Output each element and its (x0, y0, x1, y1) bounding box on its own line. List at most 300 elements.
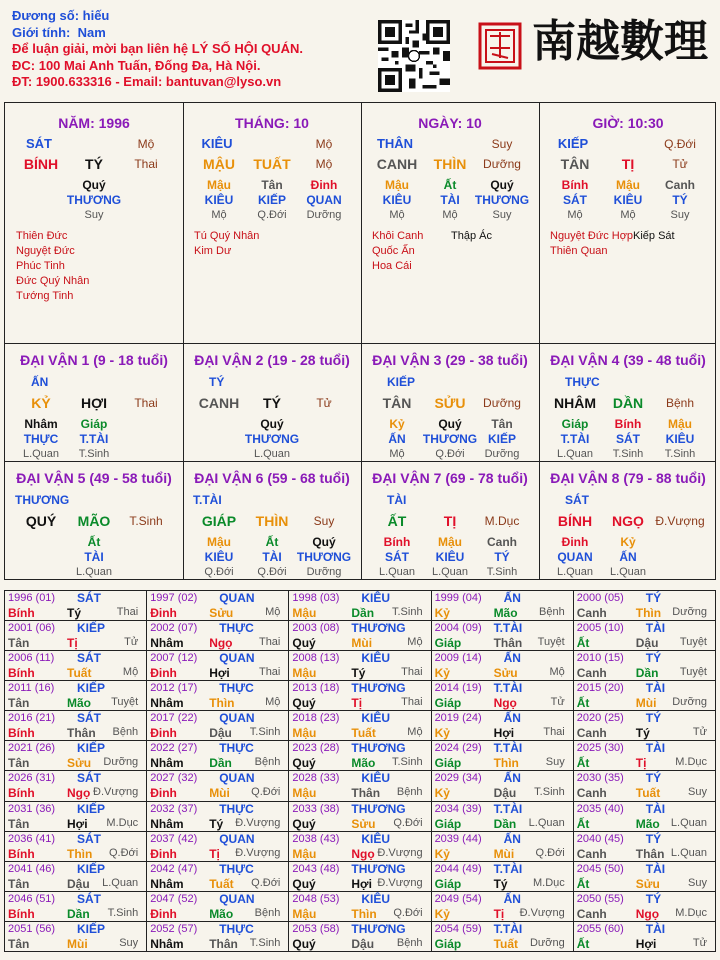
pillar-stem: BÍNH (23, 156, 59, 172)
year-label: 1999 (04) (434, 592, 482, 604)
year-label: 2030 (35) (576, 772, 624, 785)
hidden-stem: Quý (438, 417, 462, 431)
seal-icon (478, 8, 710, 74)
year-ten-god: THỰC (219, 621, 254, 636)
dai-van-branch: TÝ (263, 395, 281, 411)
pillar-heading: NĂM: 1996 (58, 115, 130, 131)
year-stem: Tân (8, 816, 30, 831)
year-label: 2054 (59) (434, 922, 482, 935)
year-cell-content (432, 591, 573, 620)
year-stem: Bính (8, 606, 35, 620)
year-ten-god: TÝ (645, 771, 662, 786)
year-stem: Giáp (434, 636, 462, 651)
year-cell (431, 741, 573, 771)
year-cell-content (5, 832, 146, 861)
year-cell-content (289, 862, 430, 891)
year-ten-god: SÁT (77, 651, 101, 666)
year-life-stage: Bệnh (396, 936, 423, 949)
year-cell-content (574, 651, 715, 680)
year-cell-content (289, 802, 430, 831)
year-life-stage: Suy (688, 876, 707, 889)
hidden-stem: Quý (490, 178, 514, 192)
year-cell (5, 891, 147, 921)
year-ten-god: QUAN (219, 711, 255, 726)
year-label: 2006 (11) (8, 652, 55, 665)
year-branch: Tị (67, 636, 78, 651)
year-label: 2018 (23) (292, 712, 340, 725)
star-item: Thiên Đức (16, 230, 68, 242)
year-branch: Ngọ (67, 786, 91, 801)
year-cell (573, 711, 715, 741)
hidden-life-stage: Q.Đới (435, 448, 465, 460)
hidden-ten-god: TÝ (672, 193, 688, 207)
year-cell-content (574, 621, 715, 650)
hidden-stem: Ất (443, 178, 457, 192)
hidden-life-stage: Mộ (389, 448, 405, 460)
year-branch: Dần (635, 666, 659, 681)
year-cell-content (5, 771, 146, 800)
hidden-life-stage: Q.Đới (257, 209, 287, 221)
hidden-ten-god: THƯƠNG (422, 432, 478, 446)
year-ten-god: KIẾP (77, 921, 106, 936)
year-branch: Mão (67, 696, 91, 711)
year-branch: Tý (635, 726, 650, 741)
year-branch: Dậu (493, 786, 517, 801)
year-cell (5, 771, 147, 801)
year-ten-god: KIÊU (361, 651, 391, 666)
year-label: 2032 (37) (150, 802, 198, 815)
year-life-stage: L.Quan (670, 846, 707, 859)
year-stem: Mậu (292, 786, 317, 801)
grid-line-vertical (183, 103, 184, 579)
year-ten-god: KIÊU (361, 591, 391, 605)
year-life-stage: T.Sinh (391, 756, 423, 769)
star-item-bad: Thập Ác (451, 230, 492, 242)
hidden-ten-god: THỰC (23, 432, 59, 446)
year-label: 2044 (49) (434, 862, 482, 875)
year-row (5, 861, 716, 891)
hidden-stem: Kỷ (620, 535, 636, 549)
year-life-stage: Mộ (265, 606, 281, 618)
pillar-branch-life: Tử (672, 157, 688, 171)
year-label: 2010 (15) (576, 652, 624, 665)
hidden-life-stage: L.Quan (378, 566, 416, 578)
year-life-stage: Mộ (407, 726, 423, 739)
year-label: 2031 (36) (8, 802, 56, 815)
year-life-stage: Q.Đới (535, 846, 565, 859)
dai-van-ten-god: T.TÀI (193, 493, 222, 507)
phone-email: ĐT: 1900.633316 - Email: bantuvan@lyso.vn (12, 74, 282, 89)
year-cell (573, 681, 715, 711)
year-life-stage: Thai (258, 666, 281, 679)
year-label: 2001 (06) (8, 622, 56, 635)
year-stem: Ất (576, 756, 590, 771)
hidden-life-stage: L.Quan (556, 448, 594, 460)
year-stem: Đinh (150, 906, 177, 921)
year-branch: Hợi (351, 876, 372, 891)
hidden-ten-god: KIÊU (665, 432, 695, 446)
year-stem: Canh (576, 666, 607, 681)
hidden-life-stage: Q.Đới (204, 566, 234, 578)
year-ten-god: T.TÀI (493, 621, 523, 636)
year-cell (573, 801, 715, 831)
year-branch: Tị (351, 696, 363, 711)
year-label: 2026 (31) (8, 772, 56, 785)
year-life-stage: M.Dục (532, 876, 565, 889)
dai-van-ten-god: KIẾP (387, 375, 416, 389)
year-cell-content (574, 741, 715, 770)
year-stem: Giáp (434, 696, 462, 711)
year-cell (573, 861, 715, 891)
year-cell (147, 621, 289, 651)
year-label: 1998 (03) (292, 592, 340, 604)
dai-van-heading: ĐẠI VẬN 2 (19 - 28 tuổi) (194, 352, 350, 368)
year-cell-content (147, 802, 288, 831)
year-stem: Quý (292, 876, 316, 891)
year-label: 2021 (26) (8, 742, 56, 755)
year-cell (573, 591, 715, 621)
hidden-stem: Kỷ (389, 417, 405, 431)
pillar-ten-god: KIÊU (201, 136, 233, 151)
year-cell (147, 801, 289, 831)
year-stem: Kỷ (434, 726, 450, 741)
year-cell (5, 591, 147, 621)
hidden-life-stage: T.Sinh (612, 448, 644, 460)
year-branch: Hợi (635, 936, 657, 951)
year-branch: Dậu (67, 876, 90, 891)
year-label: 2004 (09) (434, 622, 482, 635)
year-ten-god: KIÊU (361, 831, 391, 846)
year-cell-content (574, 892, 715, 921)
year-stem: Tân (8, 696, 30, 711)
dai-van-heading: ĐẠI VẬN 8 (79 - 88 tuổi) (550, 470, 706, 486)
year-label: 2013 (18) (292, 682, 340, 695)
year-stem: Canh (576, 726, 607, 741)
year-cell (147, 591, 289, 621)
year-ten-god: T.TÀI (493, 741, 523, 756)
year-branch: Thân (67, 726, 96, 741)
year-life-stage: Dưỡng (672, 606, 707, 618)
year-ten-god: KIẾP (77, 621, 106, 636)
year-stem: Quý (292, 696, 316, 711)
qr-code-icon (378, 20, 450, 92)
year-branch: Hợi (67, 816, 88, 831)
year-branch: Tị (209, 846, 220, 861)
year-cell (289, 651, 431, 681)
year-cell-content (432, 862, 573, 891)
hidden-ten-god: TÀI (84, 550, 104, 564)
year-ten-god: KIÊU (361, 771, 391, 786)
year-cell-content (5, 892, 146, 921)
year-ten-god: ẤN (503, 771, 521, 786)
year-branch: Dần (493, 816, 517, 831)
year-cell (573, 891, 715, 921)
year-cell (573, 621, 715, 651)
year-label: 2016 (21) (8, 712, 56, 725)
pillar-stem: TÂN (560, 156, 590, 172)
year-cell-content (432, 922, 573, 951)
year-stem: Canh (576, 906, 607, 921)
dai-van-branch: HỢI (81, 395, 107, 411)
star-item: Kim Dư (194, 245, 232, 257)
year-cell-content (432, 651, 573, 680)
year-stem: Đinh (150, 786, 177, 801)
year-label: 2014 (19) (434, 682, 482, 695)
year-row (5, 801, 716, 831)
year-cell (147, 861, 289, 891)
hidden-life-stage: Suy (492, 209, 512, 221)
year-branch: Tị (635, 756, 647, 771)
year-ten-god: TÝ (645, 711, 662, 726)
year-branch: Ngọ (351, 846, 375, 861)
dai-van-ten-god: ẤN (31, 375, 49, 389)
year-branch: Hợi (493, 726, 515, 741)
dai-van-stem: QUÝ (25, 513, 57, 529)
year-life-stage: Tử (124, 636, 139, 649)
year-life-stage: Mộ (265, 696, 281, 709)
year-label: 2047 (52) (150, 892, 198, 905)
year-label: 2055 (60) (576, 922, 624, 935)
dai-van-life-stage: Đ.Vượng (655, 514, 705, 528)
year-cell-content (147, 651, 288, 680)
hidden-life-stage: L.Quan (431, 566, 469, 578)
year-label: 2050 (55) (576, 892, 624, 905)
yearly-luck-table (4, 590, 716, 952)
pillar-branch: THÌN (433, 156, 467, 172)
year-cell-content (432, 681, 573, 710)
hidden-stem: Mậu (207, 535, 231, 549)
year-cell-content (289, 621, 430, 650)
year-branch: Dậu (351, 936, 375, 951)
hidden-stem: Bính (561, 178, 589, 192)
dai-van-ten-god: THỰC (565, 375, 600, 389)
year-cell (147, 741, 289, 771)
year-stem: Canh (576, 606, 607, 620)
year-branch: Sửu (67, 756, 92, 771)
year-row (5, 891, 716, 921)
hidden-stem: Quý (260, 417, 284, 431)
year-life-stage: Suy (545, 756, 565, 769)
year-stem: Bính (8, 906, 35, 921)
year-cell (289, 591, 431, 621)
year-branch: Dậu (209, 726, 232, 741)
year-stem: Tân (8, 636, 30, 651)
year-stem: Giáp (434, 756, 462, 771)
year-row (5, 771, 716, 801)
year-cell-content (289, 922, 430, 951)
year-cell-content (147, 862, 288, 891)
year-ten-god: TÀI (645, 621, 666, 636)
year-label: 2048 (53) (292, 892, 340, 905)
year-cell (289, 891, 431, 921)
year-cell (5, 621, 147, 651)
dai-van-life-stage: Thai (134, 396, 158, 410)
year-life-stage: Đ.Vượng (519, 906, 565, 919)
year-stem: Nhâm (150, 696, 184, 711)
year-branch: Sửu (351, 816, 376, 831)
year-ten-god: THƯƠNG (351, 681, 406, 696)
year-ten-god: SÁT (77, 711, 101, 726)
year-cell (147, 921, 289, 951)
year-life-stage: L.Quan (528, 816, 565, 829)
year-cell (147, 711, 289, 741)
dai-van-heading: ĐẠI VẬN 6 (59 - 68 tuổi) (194, 470, 350, 486)
year-label: 2011 (16) (8, 682, 55, 695)
grid-line-horizontal (5, 461, 715, 462)
year-stem: Mậu (292, 846, 317, 861)
hidden-ten-god: KIÊU (382, 193, 412, 207)
year-cell (289, 681, 431, 711)
hidden-ten-god: TÀI (440, 193, 460, 207)
dai-van-life-stage: Bệnh (665, 396, 695, 410)
star-item: Phúc Tinh (16, 260, 65, 272)
year-stem: Nhâm (150, 876, 184, 891)
year-cell-content (432, 802, 573, 831)
year-branch: Tuất (351, 726, 376, 741)
year-label: 2020 (25) (576, 712, 624, 725)
hidden-stem: Đinh (310, 178, 338, 192)
dai-van-heading: ĐẠI VẬN 4 (39 - 48 tuổi) (550, 352, 706, 368)
year-row (5, 591, 716, 621)
year-branch: Mùi (67, 936, 88, 951)
year-branch: Thìn (209, 696, 235, 711)
dai-van-ten-god: SÁT (565, 493, 589, 507)
pillar-life-stage: Suy (491, 137, 513, 151)
year-branch: Tý (493, 876, 508, 891)
year-row (5, 711, 716, 741)
year-ten-god: THỰC (219, 681, 254, 696)
hidden-stem: Mậu (438, 535, 462, 549)
year-label: 2043 (48) (292, 862, 340, 875)
year-branch: Sửu (493, 666, 518, 681)
dai-van-heading: ĐẠI VẬN 1 (9 - 18 tuổi) (20, 352, 168, 368)
hidden-life-stage: Suy (84, 209, 104, 221)
hidden-ten-god: KIÊU (613, 193, 643, 207)
hidden-stem: Mậu (616, 178, 640, 192)
year-row (5, 681, 716, 711)
dai-van-stem: CANH (198, 395, 240, 411)
year-stem: Bính (8, 666, 35, 681)
hidden-ten-god: KIÊU (204, 193, 234, 207)
year-stem: Canh (576, 786, 607, 801)
dai-van-heading: ĐẠI VẬN 3 (29 - 38 tuổi) (372, 352, 528, 368)
svg-text:南越數理: 南越數理 (532, 16, 708, 67)
year-cell-content (147, 771, 288, 800)
pillar-branch-life: Mộ (315, 157, 333, 171)
dai-van-branch: SỬU (434, 395, 466, 411)
bazi-chart (4, 102, 716, 580)
year-cell-content (289, 832, 430, 861)
year-life-stage: T.Sinh (249, 936, 281, 949)
year-label: 2041 (46) (8, 862, 56, 875)
pillar-branch: TUẤT (253, 156, 291, 172)
year-stem: Quý (292, 756, 316, 771)
dai-van-branch: DẦN (612, 395, 644, 411)
hidden-ten-god: SÁT (385, 550, 409, 564)
hidden-stem: Giáp (80, 417, 108, 431)
year-life-stage: T.Sinh (107, 906, 139, 919)
year-cell (147, 771, 289, 801)
star-item-bad: Kiếp Sát (633, 230, 675, 242)
year-cell-content (5, 591, 146, 620)
year-ten-god: T.TÀI (493, 861, 523, 876)
year-ten-god: SÁT (77, 771, 101, 786)
year-life-stage: Đ.Vượng (93, 786, 139, 799)
year-cell (573, 771, 715, 801)
year-label: 2051 (56) (8, 922, 56, 935)
year-ten-god: QUAN (219, 831, 255, 846)
year-label: 2002 (07) (150, 622, 198, 635)
year-label: 2024 (29) (434, 742, 482, 755)
year-label: 2053 (58) (292, 922, 340, 935)
hidden-stem: Ất (87, 535, 101, 549)
hidden-stem: Quý (312, 535, 336, 549)
year-label: 2037 (42) (150, 832, 198, 845)
hidden-stem: Tân (491, 417, 513, 431)
hidden-ten-god: T.TÀI (560, 432, 590, 446)
hidden-life-stage: Dưỡng (306, 566, 342, 578)
year-row (5, 741, 716, 771)
year-label: 2017 (22) (150, 712, 198, 725)
hidden-ten-god: ẤN (388, 432, 406, 446)
year-stem: Quý (292, 936, 316, 951)
year-label: 2049 (54) (434, 892, 482, 905)
year-stem: Mậu (292, 726, 317, 741)
year-life-stage: Tuyệt (111, 696, 139, 709)
year-label: 2028 (33) (292, 772, 340, 785)
year-stem: Mậu (292, 606, 317, 620)
hidden-ten-god: TÝ (494, 550, 510, 564)
hidden-ten-god: THƯƠNG (296, 550, 352, 564)
year-cell (431, 651, 573, 681)
year-stem: Giáp (434, 816, 462, 831)
dai-van-ten-god: TÝ (209, 375, 225, 389)
year-life-stage: T.Sinh (249, 726, 281, 739)
hidden-stem: Nhâm (24, 417, 58, 431)
star-item: Hoa Cái (372, 260, 412, 272)
year-ten-god: KIẾP (77, 861, 106, 876)
dai-van-ten-god: THƯƠNG (15, 493, 70, 507)
hidden-life-stage: Mộ (389, 209, 405, 221)
year-cell-content (432, 771, 573, 800)
year-cell (5, 921, 147, 951)
year-cell-content (574, 802, 715, 831)
dai-van-stem: NHÂM (554, 395, 596, 411)
year-stem: Kỷ (434, 666, 450, 681)
year-label: 2008 (13) (292, 652, 340, 665)
year-stem: Ất (576, 636, 590, 651)
year-ten-god: KIẾP (77, 681, 106, 696)
year-label: 2042 (47) (150, 862, 198, 875)
year-branch: Ngọ (493, 696, 517, 711)
year-cell (431, 801, 573, 831)
hidden-stem: Ất (265, 535, 279, 549)
year-life-stage: Thai (401, 666, 423, 679)
year-row (5, 831, 716, 861)
dai-van-stem: BÍNH (557, 513, 593, 529)
year-cell (573, 651, 715, 681)
year-life-stage: M.Dục (675, 906, 707, 919)
year-label: 2009 (14) (434, 652, 482, 665)
hidden-life-stage: L.Quan (556, 566, 594, 578)
year-label: 2025 (30) (576, 742, 624, 755)
year-branch: Dần (351, 606, 375, 620)
dai-van-life-stage: Suy (313, 514, 335, 528)
year-label: 2034 (39) (434, 802, 482, 815)
dai-van-ten-god: TÀI (387, 493, 407, 507)
year-ten-god: TÝ (645, 891, 662, 906)
year-cell (431, 771, 573, 801)
